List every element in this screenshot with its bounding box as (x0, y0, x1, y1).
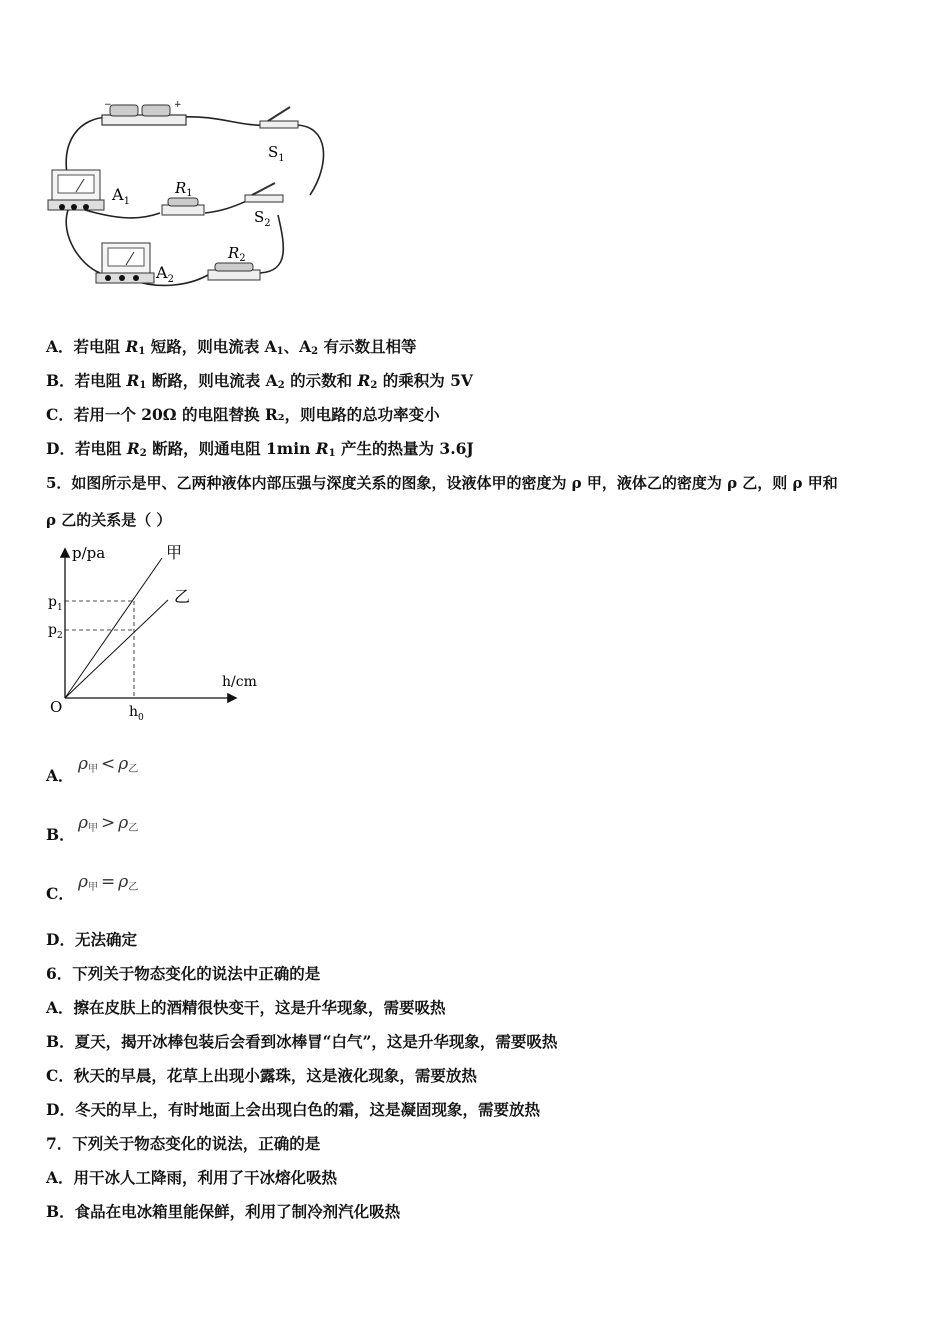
x-axis-label: h/cm (222, 674, 257, 690)
r1-sub: 1 (186, 188, 193, 199)
q5-stem-line2: ρ 乙的关系是（ ） (46, 511, 172, 529)
svg-text:A1 (111, 185, 130, 207)
svg-text:p1 (48, 594, 63, 613)
p1-sub: 1 (56, 603, 63, 613)
text-part: 有示数且相等 (318, 337, 417, 356)
rho-symbol: ρ (78, 872, 88, 892)
q4-option-b (46, 371, 473, 396)
rho-sub: 乙 (128, 823, 139, 834)
var-sub: 1 (276, 346, 284, 357)
wire (66, 210, 100, 273)
option-label: C． (46, 405, 74, 424)
p1-label: p (48, 594, 57, 610)
circuit-diagram (40, 95, 340, 300)
var-sub: 1 (139, 380, 147, 391)
s2-label: S (254, 208, 265, 226)
svg-text:S1 (268, 143, 285, 164)
origin-label: O (50, 698, 63, 716)
text-part: 、A (283, 337, 312, 356)
option-text: 无法确定 (74, 930, 137, 949)
q5-option-d (46, 930, 137, 950)
svg-text:R1 (174, 179, 193, 199)
option-label: A． (46, 337, 74, 356)
q4-option-c (46, 405, 440, 425)
var-sub: 2 (277, 380, 285, 391)
ammeter-a2-icon (96, 243, 174, 285)
line-yi (65, 600, 168, 698)
wire (180, 117, 268, 125)
pressure-depth-graph (40, 538, 280, 728)
option-text: 若用一个 20Ω 的电阻替换 R₂，则电路的总功率变小 (73, 405, 440, 424)
q6-option-a: A．擦在皮肤上的酒精很快变干，这是升华现象，需要吸热 (46, 998, 446, 1017)
svg-text:A2 (155, 263, 174, 285)
line-jia-label: 甲 (166, 543, 183, 562)
a2-label: A (156, 263, 168, 282)
h0-sub: 0 (138, 713, 144, 723)
wire (205, 200, 250, 213)
q6-option-c: C．秋天的早晨，花草上出现小露珠，这是液化现象，需要放热 (46, 1066, 477, 1085)
q7-option-b: B．食品在电冰箱里能保鲜，利用了制冷剂汽化吸热 (46, 1202, 401, 1221)
var-r: R (126, 439, 140, 458)
operator: < (101, 754, 116, 774)
line-jia (65, 558, 162, 698)
text-part: 短路，则电流表 A (145, 337, 277, 356)
text-part: 若电阻 (74, 439, 127, 458)
q5-option-c-expr (78, 872, 138, 893)
a2-sub: 2 (167, 274, 174, 285)
rho-symbol: ρ (78, 754, 88, 774)
q5-option-c-label: C． (46, 884, 74, 903)
rho-sub: 甲 (88, 823, 98, 834)
battery-icon (102, 100, 186, 125)
s1-sub: 1 (278, 153, 285, 164)
svg-text:+: + (174, 100, 182, 110)
q6-option-d: D．冬天的早上，有时地面上会出现白色的霜，这是凝固现象，需要放热 (46, 1100, 540, 1119)
wire (295, 125, 324, 195)
var-r: R (125, 337, 139, 356)
q5-option-a-expr (78, 754, 138, 775)
var-sub: 2 (139, 448, 147, 459)
option-label: B． (46, 371, 75, 390)
var-sub: 2 (311, 346, 319, 357)
q5-option-b-expr (78, 813, 138, 834)
p2-label: p (48, 622, 57, 638)
resistor-r2-icon (208, 244, 260, 280)
s1-label: S (268, 143, 279, 161)
rho-sub: 甲 (88, 882, 98, 893)
q7-option-a: A．用干冰人工降雨，利用了干冰熔化吸热 (46, 1168, 338, 1187)
switch-s1-icon (260, 107, 298, 164)
svg-text:p2 (48, 622, 63, 641)
q4-option-d (46, 439, 474, 464)
ammeter-a1-icon (48, 170, 130, 210)
text-part: 若电阻 (73, 337, 126, 356)
s2-sub: 2 (264, 218, 271, 229)
var-sub: 2 (370, 380, 378, 391)
svg-text:R2 (227, 244, 246, 264)
option-label: D． (46, 930, 75, 949)
resistor-r1-icon (162, 179, 204, 215)
h0-label: h (129, 704, 139, 720)
text-part: 断路，则电流表 A (146, 371, 278, 390)
rho-symbol: ρ (118, 872, 129, 892)
var-r: R (126, 371, 140, 390)
rho-symbol: ρ (118, 754, 129, 774)
rho-sub: 乙 (128, 882, 139, 893)
rho-symbol: ρ (78, 813, 88, 833)
p2-sub: 2 (56, 631, 63, 641)
svg-text:h0 (129, 704, 144, 723)
svg-text:−: − (104, 100, 112, 110)
a1-label: A (112, 185, 124, 204)
switch-s2-icon (245, 183, 283, 229)
var-r: R (315, 439, 329, 458)
svg-text:S2 (254, 208, 271, 229)
text-part: 产生的热量为 3.6J (335, 439, 474, 458)
q6-stem: 6．下列关于物态变化的说法中正确的是 (46, 964, 321, 983)
operator: = (101, 872, 116, 892)
y-axis-label: p/pa (72, 544, 106, 562)
q5-option-a-label: A． (46, 766, 74, 785)
text-part: 的示数和 (284, 371, 358, 390)
q5-option-b-label: B． (46, 825, 75, 844)
wire (85, 210, 160, 218)
r2-label: R (228, 244, 240, 262)
operator: > (101, 813, 116, 833)
q5-stem-line1: 5．如图所示是甲、乙两种液体内部压强与深度关系的图象，设液体甲的密度为 ρ 甲，液体乙的密度为 ρ 乙，则 ρ 甲和 (46, 474, 838, 492)
r2-sub: 2 (239, 253, 246, 264)
q4-option-a (46, 337, 417, 362)
a1-sub: 1 (123, 196, 130, 207)
text-part: 的乘积为 5V (377, 371, 473, 390)
text-part: 断路，则通电阻 1min (146, 439, 316, 458)
r1-label: R (175, 179, 187, 197)
q7-stem: 7．下列关于物态变化的说法，正确的是 (46, 1134, 321, 1153)
q6-option-b: B．夏天，揭开冰棒包装后会看到冰棒冒“白气”，这是升华现象，需要吸热 (46, 1032, 558, 1051)
line-yi-label: 乙 (174, 587, 191, 606)
var-sub: 1 (138, 346, 146, 357)
option-label: D． (46, 439, 75, 458)
var-sub: 1 (328, 448, 336, 459)
rho-sub: 甲 (88, 764, 98, 775)
rho-sub: 乙 (128, 764, 139, 775)
var-r: R (357, 371, 371, 390)
rho-symbol: ρ (118, 813, 129, 833)
text-part: 若电阻 (74, 371, 127, 390)
